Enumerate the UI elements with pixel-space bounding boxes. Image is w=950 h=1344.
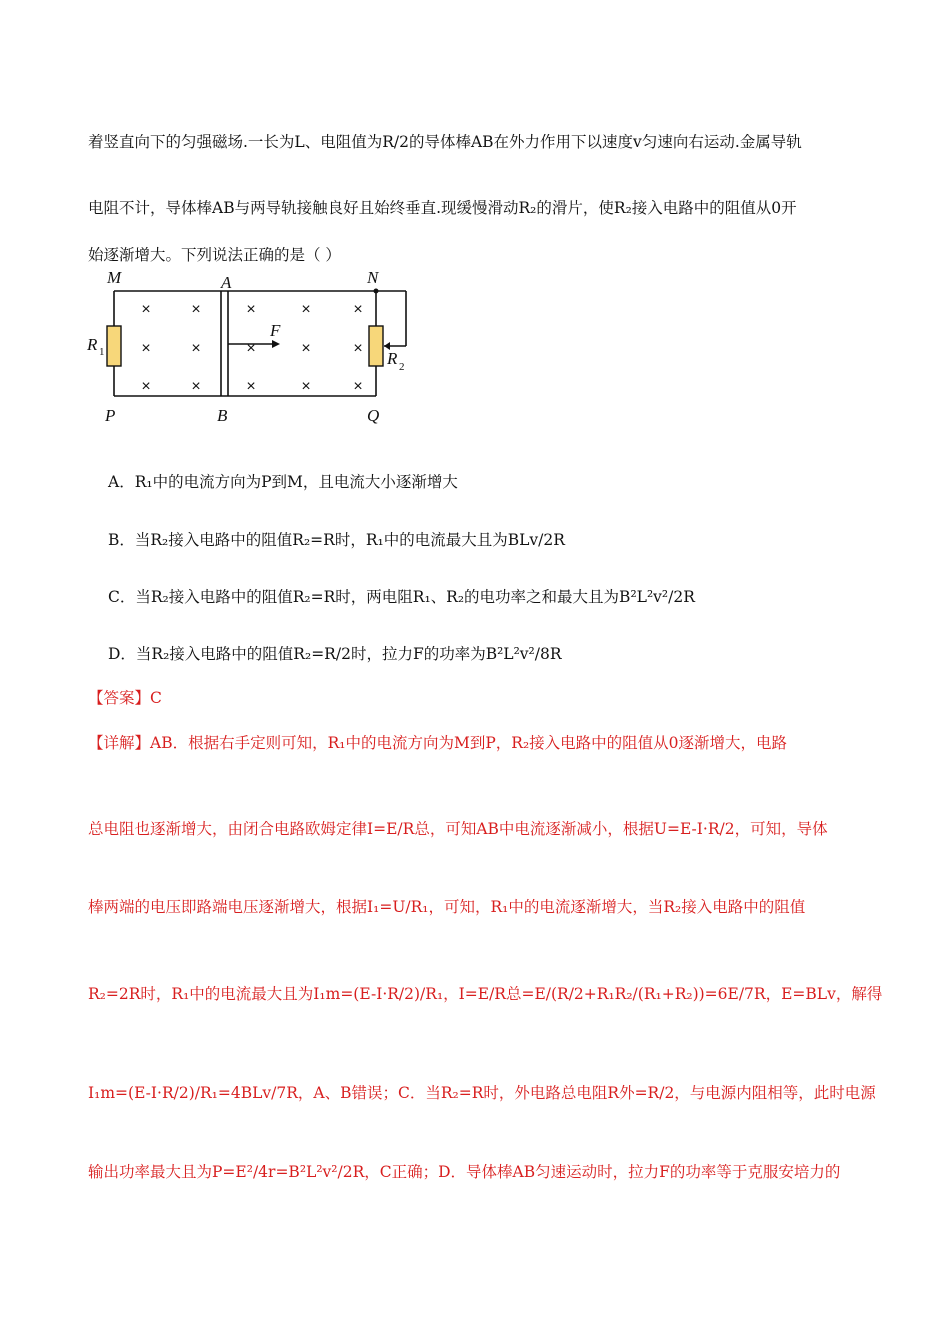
question-line-2: 电阻不计，导体棒AB与两导轨接触良好且始终垂直.现缓慢滑动R₂的滑片，使R₂接入电路中的阻值从0开 [88, 199, 797, 217]
resistor-r2 [369, 326, 383, 366]
label-a: A [221, 273, 232, 292]
label-r2: R [387, 349, 398, 368]
label-m: M [107, 268, 122, 287]
answer-label: 【答案】C [88, 689, 162, 707]
svg-text:×: × [246, 301, 256, 318]
question-line-3: 始逐渐增大。下列说法正确的是（ ） [88, 246, 341, 264]
svg-text:×: × [141, 378, 151, 395]
option-a: A．R₁中的电流方向为P到M，且电流大小逐渐增大 [108, 473, 458, 491]
svg-text:×: × [141, 340, 151, 357]
svg-text:×: × [191, 340, 201, 357]
label-b: B [217, 406, 228, 425]
svg-text:×: × [353, 378, 363, 395]
svg-text:×: × [301, 378, 311, 395]
explanation-line-2: 总电阻也逐渐增大，由闭合电路欧姆定律I=E/R总，可知AB中电流逐渐减小，根据U=E-I·R/2，可知，导体 [88, 820, 828, 838]
label-r2-sub: 2 [399, 361, 405, 373]
option-c: C．当R₂接入电路中的阻值R₂=R时，两电阻R₁、R₂的电功率之和最大且为B²L²v²/2R [108, 588, 695, 606]
option-d: D．当R₂接入电路中的阻值R₂=R/2时，拉力F的功率为B²L²v²/8R [108, 645, 562, 663]
label-f: F [270, 321, 281, 340]
svg-text:×: × [191, 378, 201, 395]
explanation-line-1: 【详解】AB．根据右手定则可知，R₁中的电流方向为M到P，R₂接入电路中的阻值从0逐渐增大，电路 [88, 734, 788, 752]
explanation-line-5: I₁m=(E-I·R/2)/R₁=4BLv/7R，A、B错误；C．当R₂=R时，外电路总电阻R外=R/2，与电源内阻相等，此时电源 [88, 1084, 876, 1102]
svg-text:×: × [191, 301, 201, 318]
option-b: B．当R₂接入电路中的阻值R₂=R时，R₁中的电流最大且为BLv/2R [108, 531, 565, 549]
explanation-line-6: 输出功率最大且为P=E²/4r=B²L²v²/2R，C正确；D．导体棒AB匀速运动时，拉力F的功率等于克服安培力的 [88, 1163, 841, 1181]
explanation-line-3: 棒两端的电压即路端电压逐渐增大，根据I₁=U/R₁，可知，R₁中的电流逐渐增大，当R₂接入电路中的阻值 [88, 898, 806, 916]
svg-text:×: × [301, 340, 311, 357]
svg-text:×: × [353, 340, 363, 357]
label-r1: R [87, 335, 98, 354]
svg-text:×: × [301, 301, 311, 318]
label-n: N [367, 268, 379, 287]
label-r1-sub: 1 [99, 346, 105, 358]
resistor-r1 [107, 326, 121, 366]
svg-text:×: × [246, 340, 256, 357]
circuit-diagram [80, 266, 420, 431]
label-q: Q [367, 406, 380, 425]
explanation-line-4: R₂=2R时，R₁中的电流最大且为I₁m=(E-I·R/2)/R₁，I=E/R总=E/(R/2+R₁R₂/(R₁+R₂))=6E/7R，E=BLv，解得 [88, 985, 883, 1003]
question-line-1: 着竖直向下的匀强磁场.一长为L、电阻值为R/2的导体棒AB在外力作用下以速度v匀速向右运动.金属导轨 [88, 133, 802, 151]
svg-text:×: × [353, 301, 363, 318]
svg-text:×: × [246, 378, 256, 395]
label-p: P [105, 406, 116, 425]
svg-text:×: × [141, 301, 151, 318]
